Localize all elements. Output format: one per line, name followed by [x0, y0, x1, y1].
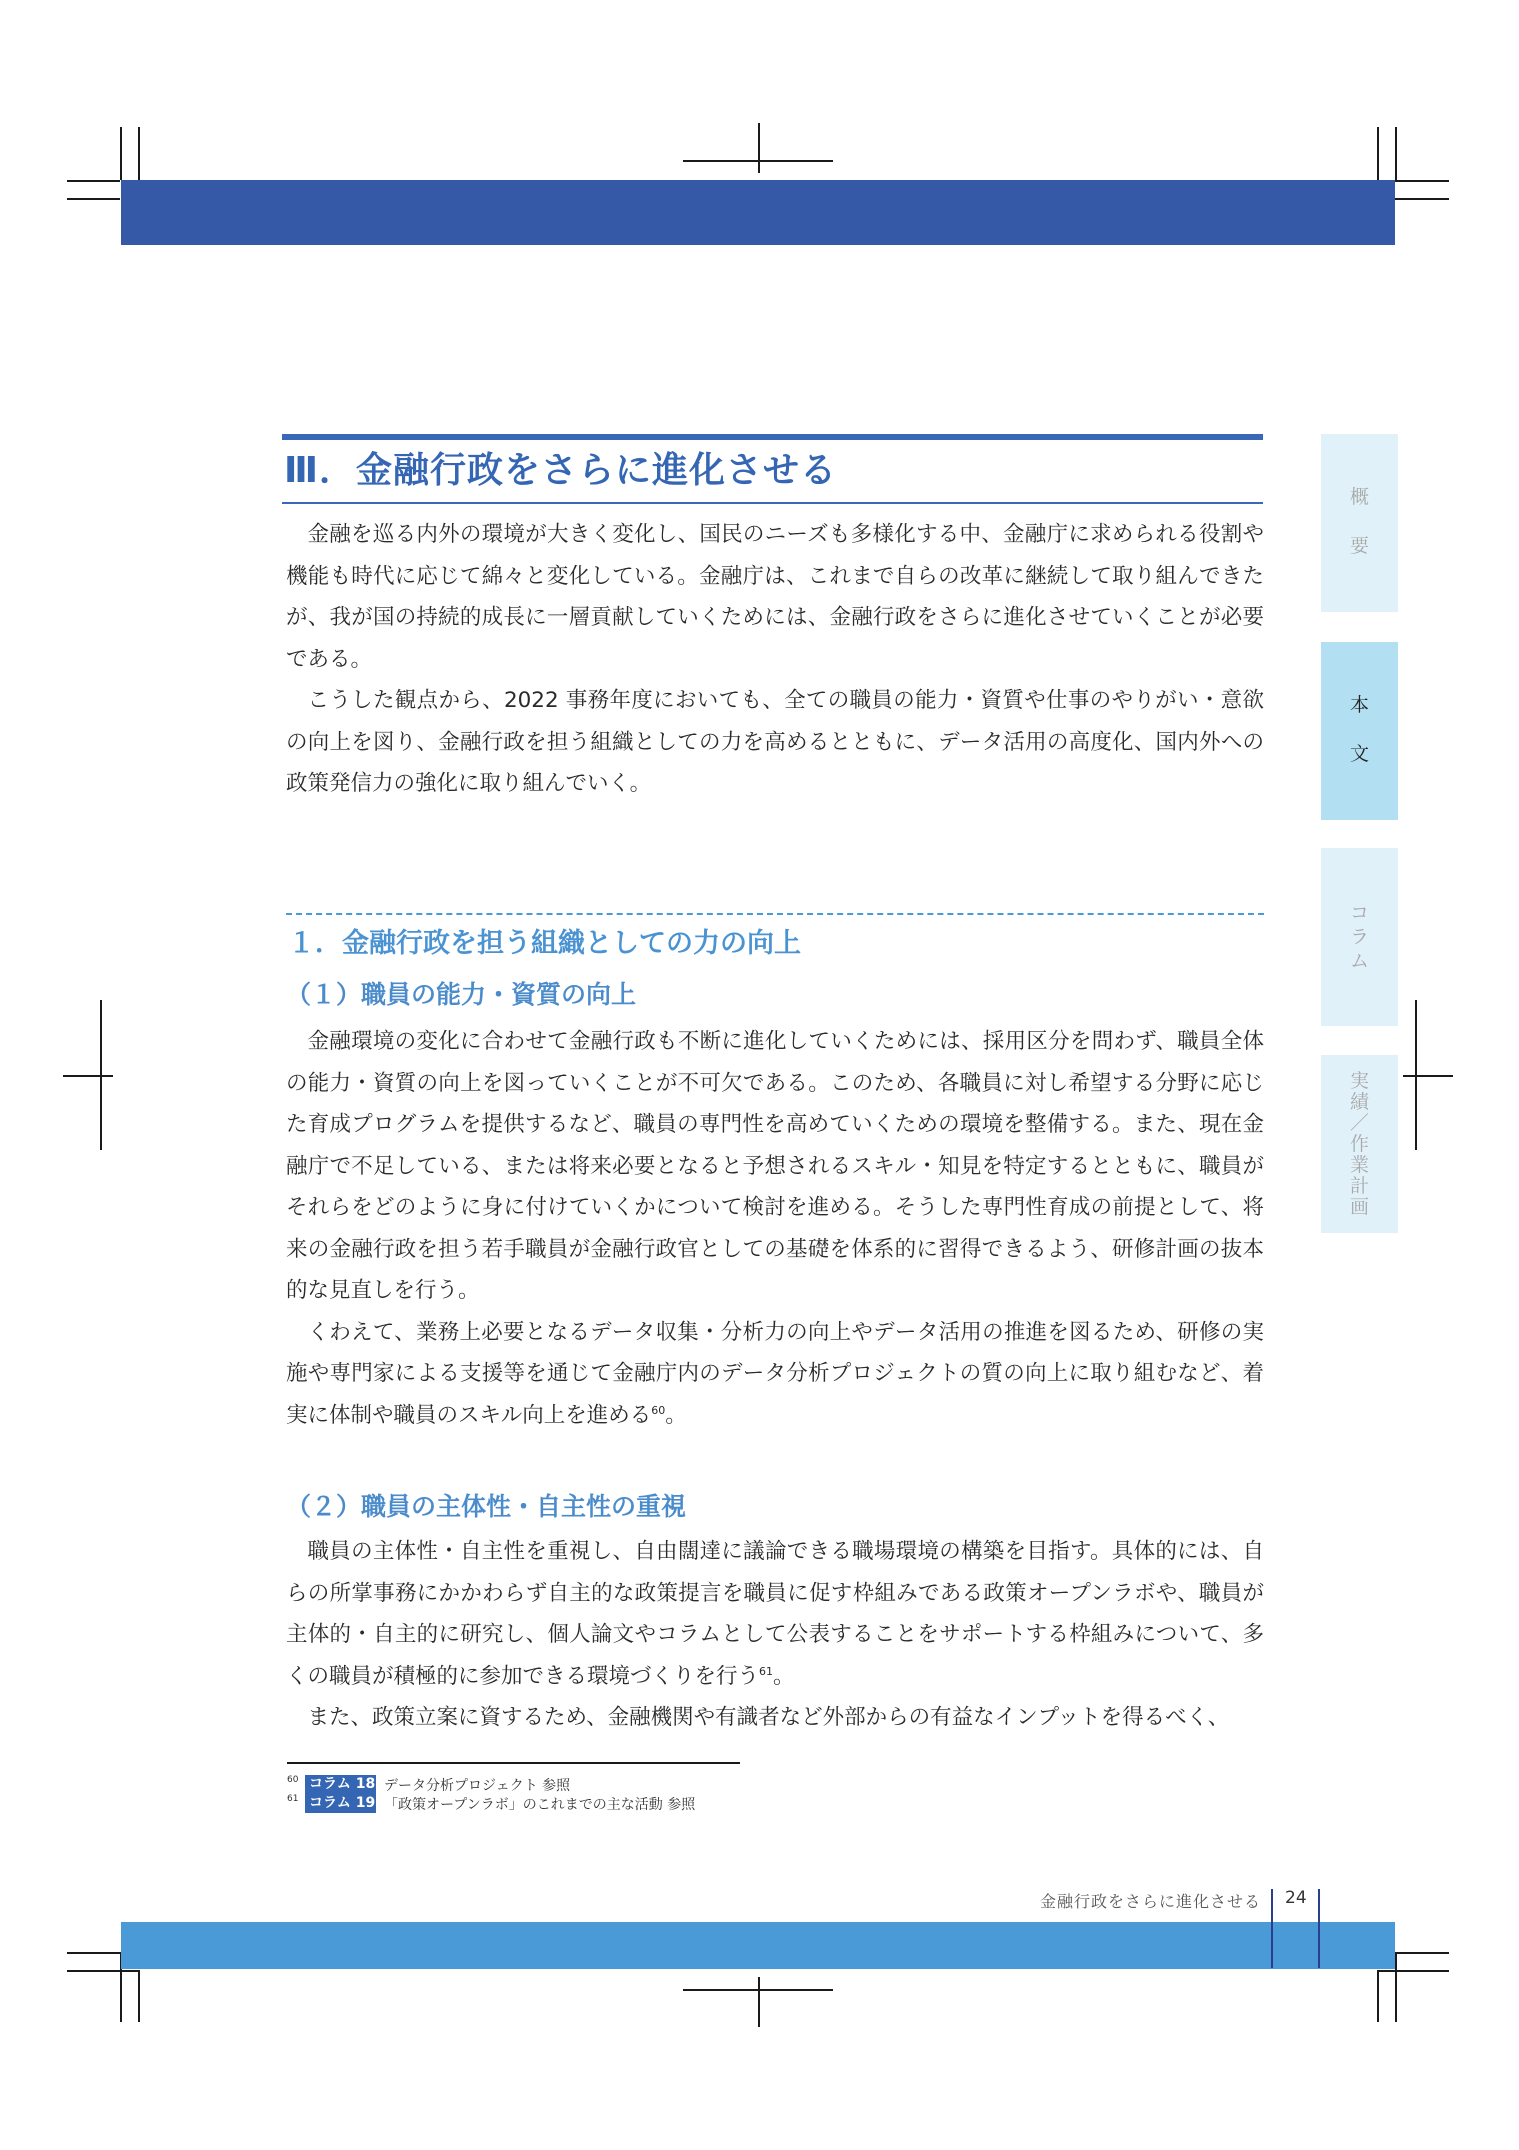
subsection-2-text — [286, 1531, 1264, 1739]
crop-mark — [1377, 1970, 1379, 2022]
section-divider — [286, 913, 1264, 915]
side-tab-column[interactable]: コ ラ ム — [1321, 848, 1398, 1026]
page-number-divider — [1271, 1889, 1273, 1968]
crop-mark — [1403, 1075, 1453, 1077]
subsection-title: （１）職員の能力・資質の向上 — [286, 980, 637, 1009]
crop-mark — [758, 123, 760, 173]
column-badge[interactable]: コラム 18 — [305, 1775, 376, 1794]
crop-mark — [1377, 127, 1379, 180]
crop-mark — [120, 127, 122, 180]
crop-mark — [1395, 1952, 1449, 1954]
footnote — [287, 1794, 695, 1813]
crop-mark — [1395, 1952, 1397, 2022]
paragraph: 職員の主体性・自主性を重視し、自由闊達に議論できる職場環境の構築を目指す。具体的には、自らの所掌事務にかかわらず自主的な政策提言を職員に促す枠組みである政策オープンラボや、職員が主体的・自主的に研究し、個人論文やコラムとして公表することをサポートする枠組みについて、多くの職員が積極的に参加できる環境づくりを行う$^{61}$。 — [286, 1539, 1264, 1689]
running-head: 金融行政をさらに進化させる — [1040, 1892, 1262, 1911]
footnote-ref[interactable]: 61 — [759, 1664, 774, 1678]
footnote-text: 「政策オープンラボ」のこれまでの主な活動 参照 — [384, 1796, 696, 1813]
paragraph: 金融環境の変化に合わせて金融行政も不断に進化していくためには、採用区分を問わず、職員全体の能力・資質の向上を図っていくことが不可欠である。このため、各職員に対し希望する分野に応じた育成プログラムを提供するなど、職員の専門性を高めていくための環境を整備する。また、現在金融庁で不足している、または将来必要となると予想されるスキル・知見を特定するとともに、職員がそれらをどのように身に付けていくかについて検討を進める。そうした専門性育成の前提として、将来の金融行政を担う若手職員が金融行政官としての基礎を体系的に習得できるよう、研修計画の抜本的な見直しを行う。 — [286, 1029, 1264, 1303]
page-number-divider — [1318, 1889, 1320, 1968]
crop-mark — [1395, 198, 1449, 200]
crop-mark — [1395, 180, 1449, 182]
footnote-number: 61 — [287, 1794, 299, 1804]
header-bar — [121, 180, 1395, 245]
crop-mark — [67, 198, 120, 200]
crop-mark — [67, 1952, 120, 1954]
paragraph: また、政策立案に資するため、金融機関や有識者など外部からの有益なインプットを得るべく、 — [307, 1705, 1230, 1730]
side-tab-overview[interactable]: 概 要 — [1321, 434, 1398, 612]
crop-mark — [138, 127, 140, 180]
chapter-title: Ⅲ．金融行政をさらに進化させる — [284, 450, 838, 491]
paragraph: くわえて、業務上必要となるデータ収集・分析力の向上やデータ活用の推進を図るため、研修の実施や専門家による支援等を通じて金融庁内のデータ分析プロジェクトの質の向上に取り組むなど、着実に体制や職員のスキル向上を進める$^{60}$。 — [286, 1319, 1264, 1428]
crop-mark — [758, 1977, 760, 2027]
crop-mark — [67, 180, 120, 182]
paragraph: 金融を巡る内外の環境が大きく変化し、国民のニーズも多様化する中、金融庁に求められる役割や機能も時代に応じて綿々と変化している。金融庁は、これまで自らの改革に継続して取り組んできたが、我が国の持続的成長に一層貢献していくためには、金融行政をさらに進化させていくことが必要である。 — [286, 522, 1264, 672]
footnote — [287, 1775, 570, 1794]
chapter-rule-bottom — [282, 502, 1263, 504]
footnote-ref[interactable]: 60 — [651, 1403, 666, 1417]
footer-bar — [121, 1922, 1395, 1969]
side-tab-results-plan[interactable]: 実 績 ／ 作 業 計 画 — [1321, 1055, 1398, 1233]
subsection-title: （２）職員の主体性・自主性の重視 — [286, 1492, 687, 1521]
column-badge[interactable]: コラム 19 — [305, 1794, 376, 1813]
footnote-text: データ分析プロジェクト 参照 — [384, 1777, 571, 1794]
crop-mark — [67, 1970, 138, 1972]
side-tab-main-text[interactable]: 本 文 — [1321, 642, 1398, 820]
crop-mark — [63, 1075, 113, 1077]
chapter-rule-top — [282, 434, 1263, 440]
crop-mark — [1395, 127, 1397, 180]
section-title: １．金融行政を担う組織としての力の向上 — [288, 928, 801, 959]
paragraph: こうした観点から、2022 事務年度においても、全ての職員の能力・資質や仕事のやりがい・意欲の向上を図り、金融行政を担う組織としての力を高めるとともに、データ活用の高度化、国内外への政策発信力の強化に取り組んでいく。 — [286, 688, 1264, 796]
crop-mark — [1377, 1970, 1449, 1972]
crop-mark — [683, 160, 833, 162]
intro-text — [286, 514, 1264, 805]
footnote-number: 60 — [287, 1775, 299, 1785]
subsection-1-text — [286, 1021, 1264, 1436]
page-number: 24 — [1285, 1888, 1307, 1908]
footnote-rule — [287, 1762, 740, 1764]
crop-mark — [138, 1970, 140, 2022]
